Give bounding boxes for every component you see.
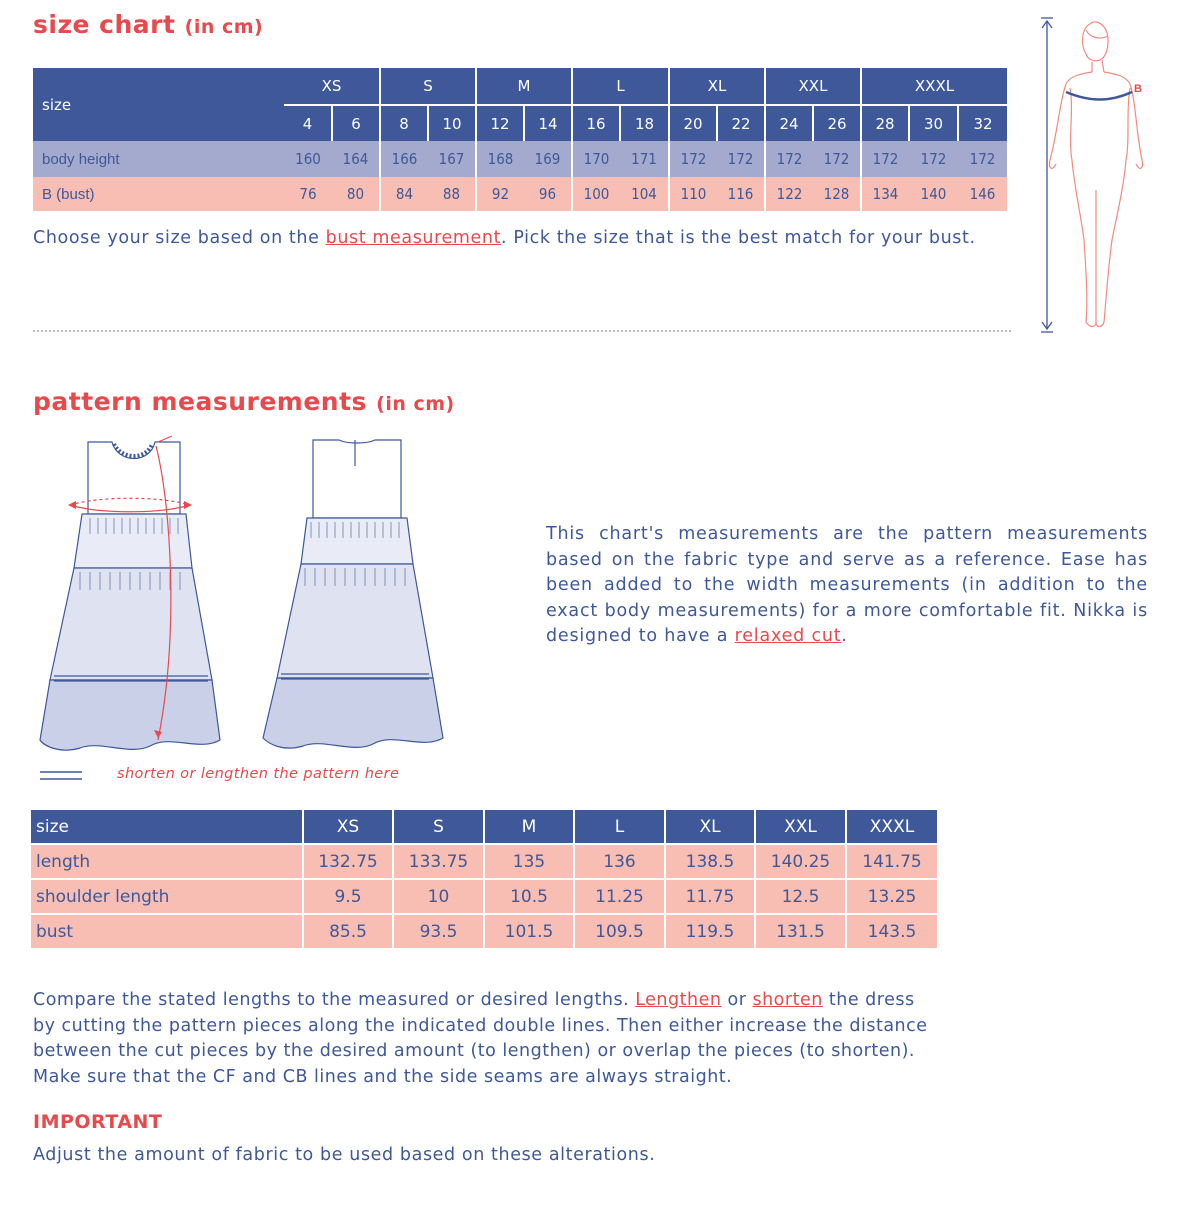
- size-instruction-text: Choose your size based on the: [33, 228, 326, 248]
- pattern-size-xxl: XXL: [755, 810, 846, 844]
- lengthen-link[interactable]: Lengthen: [635, 990, 722, 1010]
- bust-value: 128: [813, 177, 861, 211]
- size-number: 8: [380, 105, 428, 141]
- shoulder-length-value: 12.5: [755, 879, 846, 914]
- size-number: 10: [428, 105, 476, 141]
- body-height-value: 172: [872, 150, 899, 168]
- size-chart-title-text: size chart: [33, 10, 176, 39]
- bust-value: 76: [299, 185, 317, 203]
- alteration-text-part: the dress by cutting the pattern pieces along the indicated double lines. Then either increase the distance between the cut pieces by the desired amount (to lengthen) or overlap the pieces (to shorten). Make sure that the CF and CB lines and the side seams are always straight.: [33, 990, 928, 1087]
- bust-value: 96: [524, 177, 572, 211]
- shoulder-length-value: 9.5: [303, 879, 393, 914]
- pattern-description: [546, 522, 1148, 650]
- table-row: [31, 879, 937, 914]
- pattern-size-header: size: [31, 810, 303, 844]
- size-chart-unit: (in cm): [184, 16, 264, 38]
- bust-value: 104: [620, 177, 669, 211]
- shoulder-length-value: 11.25: [574, 879, 665, 914]
- alteration-text-part: Compare the stated lengths to the measured or desired lengths.: [33, 990, 636, 1010]
- bust-label: B (bust): [42, 185, 95, 203]
- size-number: 16: [572, 105, 620, 141]
- size-number: 26: [813, 105, 861, 141]
- size-m: M: [476, 68, 572, 105]
- relaxed-cut-link[interactable]: relaxed cut: [734, 626, 842, 646]
- bust-value: 100: [583, 185, 610, 203]
- pattern-bust-value: 143.5: [867, 921, 917, 942]
- size-instruction: [33, 226, 976, 252]
- length-value: 133.75: [393, 844, 484, 879]
- body-figure-illustration: [1030, 10, 1190, 340]
- pattern-title-text: pattern measurements: [33, 387, 367, 416]
- length-value: 136: [574, 844, 665, 879]
- section-divider: [33, 330, 1011, 332]
- length-value: 140.25: [755, 844, 846, 879]
- pattern-bust-value: 131.5: [755, 914, 846, 948]
- body-height-value: 172: [813, 141, 861, 177]
- size-number: 20: [669, 105, 717, 141]
- body-height-value: 169: [524, 141, 572, 177]
- pattern-size-xxxl: XXXL: [846, 810, 937, 844]
- pattern-size-s: S: [393, 810, 484, 844]
- figure-bust-label: B: [1134, 83, 1142, 95]
- body-height-value: 160: [295, 150, 321, 168]
- pattern-size-l: L: [574, 810, 665, 844]
- dress-front-illustration: [30, 430, 230, 760]
- size-number: 14: [524, 105, 572, 141]
- pattern-bust-value: 119.5: [665, 914, 755, 948]
- bust-value: 84: [395, 185, 414, 203]
- important-heading: IMPORTANT: [33, 1111, 163, 1133]
- table-row: [31, 844, 937, 879]
- size-xxxl: XXXL: [914, 77, 955, 95]
- bust-value: 140: [920, 185, 947, 203]
- size-number: 6: [332, 105, 380, 141]
- length-value: 135: [484, 844, 574, 879]
- pattern-description-text: This chart's measurements are the pattern measurements based on the fabric type and serve as a reference. Ease has been added to the width measurements (in addition to the exact body measurements) for a more comfortable fit. Nikka is designed to have a: [546, 524, 1148, 646]
- bust-value: 122: [776, 185, 803, 203]
- body-height-value: 172: [969, 150, 996, 168]
- length-value: 138.5: [665, 844, 755, 879]
- bust-value: 116: [717, 177, 765, 211]
- size-number: 30: [909, 105, 958, 141]
- table-row: [31, 914, 937, 948]
- pattern-bust-value: 109.5: [574, 914, 665, 948]
- double-line-legend-icon: [40, 769, 84, 783]
- dress-back-illustration: [255, 430, 455, 760]
- size-number: 28: [861, 105, 909, 141]
- pattern-bust-value: 101.5: [484, 914, 574, 948]
- size-xl: XL: [669, 68, 765, 105]
- shoulder-length-value: 11.75: [665, 879, 755, 914]
- size-l: L: [572, 68, 669, 105]
- pattern-title: [33, 387, 455, 416]
- shoulder-length-value: 13.25: [846, 879, 937, 914]
- size-number: 32: [973, 114, 993, 133]
- body-height-value: 168: [487, 150, 514, 168]
- bust-measurement-link[interactable]: bust measurement: [325, 228, 502, 248]
- size-instruction-text-end: . Pick the size that is the best match for your bust.: [501, 228, 976, 248]
- size-number: 12: [476, 105, 524, 141]
- size-chart-table: [33, 68, 1007, 211]
- body-height-value: 172: [680, 150, 707, 168]
- size-chart-title: [33, 10, 263, 39]
- pattern-size-m: M: [484, 810, 574, 844]
- length-value: 132.75: [303, 844, 393, 879]
- pattern-measurements-table: [31, 810, 937, 948]
- body-height-label: body height: [42, 150, 120, 168]
- bust-value: 88: [428, 177, 476, 211]
- pattern-bust-value: 93.5: [393, 914, 484, 948]
- body-height-value: 172: [717, 141, 765, 177]
- shorten-link[interactable]: shorten: [752, 990, 823, 1010]
- pattern-bust-value: 85.5: [303, 914, 393, 948]
- pattern-unit: (in cm): [376, 393, 455, 415]
- body-height-value: 171: [620, 141, 669, 177]
- body-height-value: 167: [428, 141, 476, 177]
- bust-value: 134: [872, 185, 899, 203]
- alteration-text-part: or: [721, 990, 753, 1010]
- size-xs: XS: [284, 68, 380, 105]
- pattern-size-xl: XL: [665, 810, 755, 844]
- body-height-value: 172: [920, 150, 947, 168]
- length-value: 141.75: [846, 844, 937, 879]
- body-height-value: 164: [332, 141, 380, 177]
- shoulder-length-value: 10: [393, 879, 484, 914]
- body-height-value: 170: [583, 150, 610, 168]
- pattern-description-end: .: [841, 626, 848, 646]
- shoulder-length-value: 10.5: [484, 879, 574, 914]
- size-number: 18: [620, 105, 669, 141]
- body-height-value: 166: [391, 150, 418, 168]
- pattern-bust-label: bust: [31, 914, 303, 948]
- size-header: size: [42, 95, 72, 114]
- size-number: 4: [284, 105, 332, 141]
- bust-value: 146: [969, 185, 996, 203]
- bust-value: 110: [680, 185, 707, 203]
- legend-text: shorten or lengthen the pattern here: [117, 766, 400, 782]
- bust-value: 80: [332, 177, 380, 211]
- size-number: 22: [717, 105, 765, 141]
- size-number: 24: [765, 105, 813, 141]
- body-height-value: 172: [776, 150, 803, 168]
- bust-value: 92: [491, 185, 510, 203]
- alteration-text: [33, 988, 933, 1090]
- size-xxl: XXL: [765, 68, 861, 105]
- shoulder-length-label: shoulder length: [31, 879, 303, 914]
- pattern-size-xs: XS: [303, 810, 393, 844]
- size-s: S: [380, 68, 476, 105]
- important-text: Adjust the amount of fabric to be used based on these alterations.: [33, 1145, 656, 1165]
- length-label: length: [31, 844, 303, 879]
